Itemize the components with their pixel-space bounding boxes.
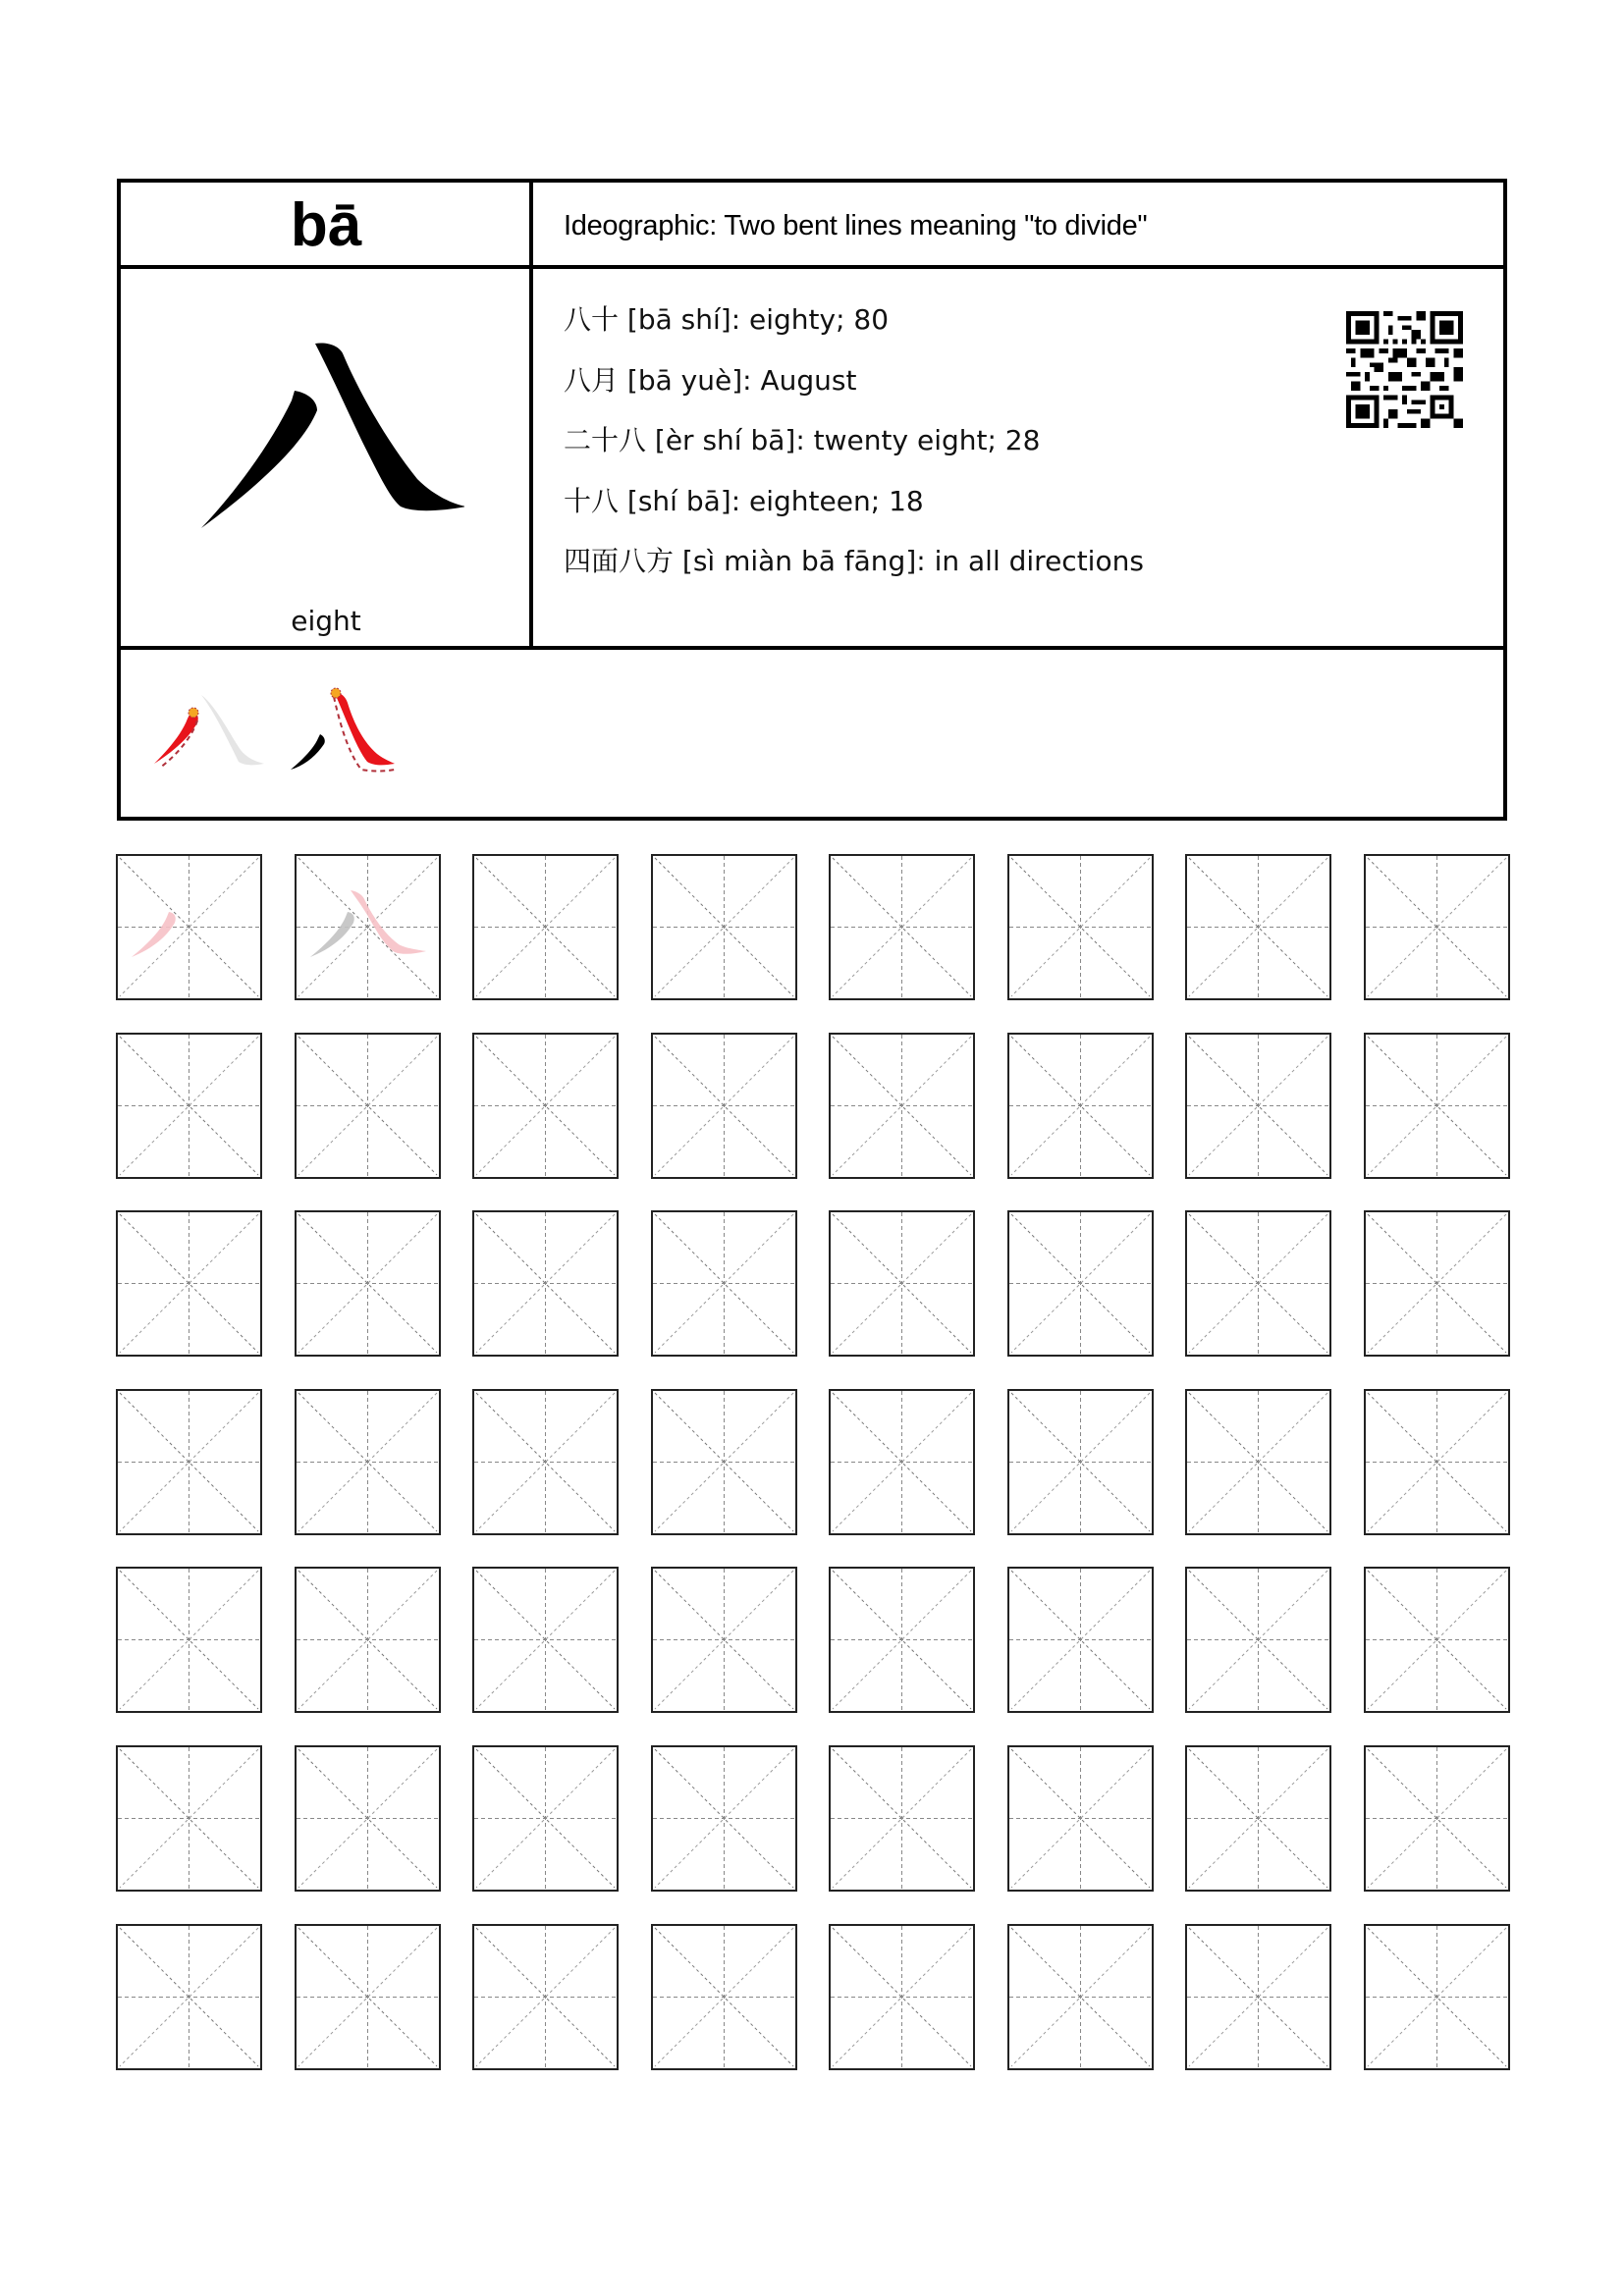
practice-cell[interactable] [1364,1924,1510,2070]
mi-grid-guides [1009,1747,1152,1890]
practice-cell[interactable] [116,1210,262,1357]
practice-cell[interactable] [472,1567,619,1713]
example-word: 十八 [shí bā]: eighteen; 18 [564,484,924,517]
practice-cell[interactable] [651,1210,797,1357]
practice-cell[interactable] [472,1210,619,1357]
example-words-list [564,300,1349,603]
character-meaning: eight [291,605,361,637]
practice-cell[interactable] [1364,1745,1510,1892]
practice-cell[interactable] [295,1745,441,1892]
practice-cell[interactable] [1364,854,1510,1000]
mi-grid-guides [1009,1212,1152,1355]
mi-grid-guides [297,1391,439,1533]
mi-grid-guides [474,1212,617,1355]
mi-grid-guides [118,856,260,998]
example-word: 八月 [bā yuè]: August [564,363,857,397]
mi-grid-guides [474,1035,617,1177]
practice-cell[interactable] [116,1745,262,1892]
stroke-order-panel [121,654,1503,817]
practice-cell[interactable] [1185,854,1331,1000]
character-info-table [117,179,1507,821]
qr-code-icon[interactable] [1346,311,1463,428]
mi-grid-guides [831,1035,973,1177]
mi-grid-guides [297,1569,439,1711]
mi-grid-guides [1187,1212,1329,1355]
practice-cell[interactable] [829,1389,975,1535]
mi-grid-guides [118,1926,260,2068]
practice-cell[interactable] [295,854,441,1000]
practice-cell[interactable] [829,1567,975,1713]
practice-cell[interactable] [295,1389,441,1535]
mi-grid-guides [831,1926,973,2068]
mi-grid-guides [118,1569,260,1711]
practice-cell[interactable] [1364,1389,1510,1535]
practice-cell[interactable] [116,854,262,1000]
mi-grid-guides [653,1035,795,1177]
mi-grid-guides [1009,856,1152,998]
practice-cell[interactable] [472,1924,619,2070]
mi-grid-guides [474,856,617,998]
practice-cell[interactable] [1007,1567,1154,1713]
practice-cell[interactable] [651,1745,797,1892]
mi-grid-guides [297,1035,439,1177]
mi-grid-guides [1009,1926,1152,2068]
practice-cell[interactable] [295,1210,441,1357]
mi-grid-guides [1187,856,1329,998]
practice-cell[interactable] [829,1033,975,1179]
mi-grid-guides [653,1212,795,1355]
mi-grid-guides [831,1391,973,1533]
practice-cell[interactable] [651,1924,797,2070]
practice-cell[interactable] [651,1033,797,1179]
mi-grid-guides [653,1569,795,1711]
practice-cell[interactable] [1185,1924,1331,2070]
practice-cell[interactable] [295,1924,441,2070]
mi-grid-guides [1366,1035,1508,1177]
mi-grid-guides [653,1747,795,1890]
mi-grid-guides [1366,1569,1508,1711]
practice-cell[interactable] [1185,1033,1331,1179]
practice-cell[interactable] [1007,1924,1154,2070]
practice-cell[interactable] [472,854,619,1000]
mi-grid-guides [297,856,439,998]
mi-grid-guides [1009,1035,1152,1177]
practice-cell[interactable] [295,1033,441,1179]
mi-grid-guides [831,856,973,998]
practice-cell[interactable] [1185,1567,1331,1713]
stroke-step-1 [150,683,268,791]
practice-cell[interactable] [116,1924,262,2070]
mi-grid-guides [118,1212,260,1355]
practice-cell[interactable] [651,1389,797,1535]
mi-grid-guides [118,1391,260,1533]
practice-cell[interactable] [1007,1210,1154,1357]
pinyin-heading: bā [290,191,362,259]
practice-cell[interactable] [1185,1389,1331,1535]
practice-cell[interactable] [651,1567,797,1713]
mi-grid-guides [474,1569,617,1711]
mi-grid-guides [1009,1569,1152,1711]
mi-grid-guides [1366,1391,1508,1533]
mi-grid-guides [653,1391,795,1533]
practice-cell[interactable] [1185,1210,1331,1357]
practice-cell[interactable] [116,1389,262,1535]
mi-grid-guides [1187,1035,1329,1177]
mi-grid-guides [653,1926,795,2068]
practice-cell[interactable] [1364,1210,1510,1357]
practice-cell[interactable] [1007,1745,1154,1892]
example-word: 八十 [bā shí]: eighty; 80 [564,303,890,336]
mi-grid-guides [1366,1747,1508,1890]
mi-grid-guides [297,1747,439,1890]
mi-grid-guides [1187,1569,1329,1711]
practice-cell[interactable] [472,1745,619,1892]
mi-grid-guides [1009,1391,1152,1533]
example-word: 二十八 [èr shí bā]: twenty eight; 28 [564,424,1041,456]
practice-cell[interactable] [829,1745,975,1892]
mi-grid-guides [297,1212,439,1355]
mi-grid-guides [474,1747,617,1890]
practice-cell[interactable] [829,1924,975,2070]
mi-grid-guides [831,1569,973,1711]
practice-cell[interactable] [116,1567,262,1713]
mi-grid-guides [1366,1926,1508,2068]
mi-grid-guides [1366,856,1508,998]
mi-grid-guides [831,1212,973,1355]
practice-cell[interactable] [1364,1567,1510,1713]
example-word: 四面八方 [sì miàn bā fāng]: in all directions [564,545,1144,577]
practice-cell[interactable] [472,1033,619,1179]
practice-cell[interactable] [295,1567,441,1713]
mi-grid-guides [118,1035,260,1177]
practice-cell[interactable] [1007,1033,1154,1179]
mi-grid-guides [297,1926,439,2068]
mi-grid-guides [474,1926,617,2068]
character-glyph-ba [189,332,464,548]
practice-cell[interactable] [116,1033,262,1179]
mi-grid-guides [1187,1391,1329,1533]
mi-grid-guides [1187,1926,1329,2068]
practice-cell[interactable] [1364,1033,1510,1179]
mi-grid-guides [1187,1747,1329,1890]
mi-grid-guides [118,1747,260,1890]
practice-cell[interactable] [1007,854,1154,1000]
mi-grid-guides [831,1747,973,1890]
mi-grid-guides [474,1391,617,1533]
practice-cell[interactable] [1185,1745,1331,1892]
mi-grid-guides [1366,1212,1508,1355]
stroke-step-2 [283,683,401,791]
practice-cell[interactable] [829,854,975,1000]
mi-grid-guides [653,856,795,998]
practice-cell[interactable] [829,1210,975,1357]
practice-cell[interactable] [1007,1389,1154,1535]
etymology-text: Ideographic: Two bent lines meaning "to divide" [564,209,1148,241]
character-display [121,273,531,650]
practice-cell[interactable] [472,1389,619,1535]
practice-cell[interactable] [651,854,797,1000]
